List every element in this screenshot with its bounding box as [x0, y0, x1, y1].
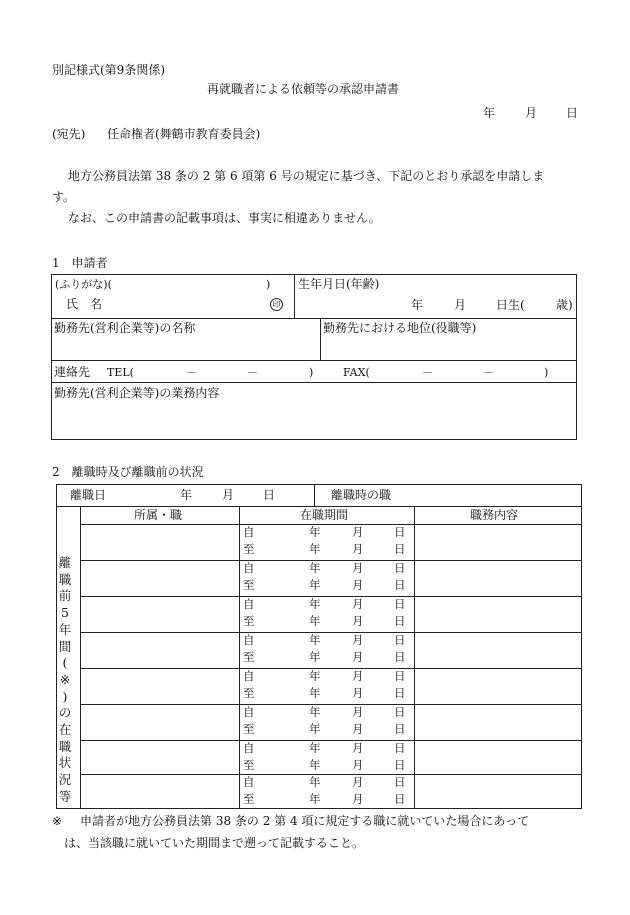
period-year-label: 年 [309, 741, 321, 755]
contact-label: 連絡先 [54, 365, 91, 379]
period-day-label: 日 [394, 614, 406, 628]
period-to-label: 至 [243, 614, 255, 628]
tel-dash-2: － [247, 366, 258, 379]
vertical-label-char: 職 [58, 571, 72, 587]
name-label: 氏 名 [66, 297, 103, 311]
period-to-label: 至 [243, 542, 255, 556]
period-day-label: 日 [394, 705, 406, 719]
period-year-label: 年 [309, 561, 321, 575]
period-from-label: 自 [243, 669, 255, 683]
vertical-label-char: 職 [58, 738, 72, 754]
period-month-label: 月 [352, 669, 364, 683]
period-year-label: 年 [309, 597, 321, 611]
vertical-label-char: 5 [61, 605, 69, 621]
applicant-row-line-1 [51, 318, 577, 319]
applicant-divider-2 [320, 318, 321, 360]
history-row-line-4 [80, 668, 582, 669]
retire-day-label: 日 [263, 488, 276, 502]
column-header-period: 在職期間 [300, 508, 349, 522]
section1-heading: 1 申請者 [52, 256, 108, 270]
period-day-label: 日 [394, 650, 406, 664]
period-year-label: 年 [309, 758, 321, 772]
period-month-label: 月 [352, 705, 364, 719]
period-from-label: 自 [243, 633, 255, 647]
period-year-label: 年 [309, 614, 321, 628]
history-row-line-1 [80, 560, 582, 561]
retire-year-label: 年 [180, 488, 193, 502]
period-year-label: 年 [309, 705, 321, 719]
period-from-label: 自 [243, 525, 255, 539]
period-year-label: 年 [309, 542, 321, 556]
period-month-label: 月 [352, 633, 364, 647]
note-line2: は、当該職に就いていた期間まで遡って記載すること。 [64, 836, 365, 850]
period-day-label: 日 [394, 578, 406, 592]
period-day-label: 日 [394, 741, 406, 755]
period-month-label: 月 [352, 525, 364, 539]
vertical-label-char: 況 [58, 772, 72, 788]
applicant-row-line-3 [51, 382, 577, 383]
column-header-duties: 職務内容 [470, 508, 519, 522]
vertical-label-char: 等 [58, 788, 72, 804]
fax-dash-2: － [483, 366, 494, 379]
period-year-label: 年 [309, 669, 321, 683]
period-day-label: 日 [394, 792, 406, 806]
period-month-label: 月 [352, 597, 364, 611]
period-month-label: 月 [352, 686, 364, 700]
period-month-label: 月 [352, 741, 364, 755]
period-from-label: 自 [243, 775, 255, 789]
vertical-label-char: 離 [58, 555, 72, 570]
period-year-label: 年 [309, 578, 321, 592]
period-from-label: 自 [243, 741, 255, 755]
page-title: 再就職者による依頼等の承認申請書 [207, 82, 400, 96]
period-to-label: 至 [243, 722, 255, 736]
period-day-label: 日 [394, 561, 406, 575]
applicant-row-line-2 [51, 360, 577, 361]
intro-text-line1: 地方公務員法第 38 条の 2 第 6 項第 6 号の規定に基づき、下記のとおり承認を申請しま [68, 169, 545, 183]
period-column-divider [414, 506, 415, 809]
furigana-label: (ふりがな)( [55, 278, 112, 291]
retire-row-divider [314, 484, 315, 506]
period-year-label: 年 [309, 722, 321, 736]
period-day-label: 日 [394, 758, 406, 772]
period-day-label: 日 [394, 525, 406, 539]
birth-age-label: 歳) [556, 298, 573, 312]
business-content-label: 勤務先(営利企業等)の業務内容 [54, 386, 220, 400]
history-row-line-3 [80, 632, 582, 633]
period-year-label: 年 [309, 686, 321, 700]
period-month-label: 月 [352, 775, 364, 789]
vertical-label-char: 在 [58, 722, 72, 738]
furigana-close: ) [266, 278, 271, 291]
date-day-label: 日 [566, 106, 579, 120]
date-month-label: 月 [525, 106, 538, 120]
period-month-label: 月 [352, 542, 364, 556]
fax-dash-1: － [422, 366, 433, 379]
period-day-label: 日 [394, 686, 406, 700]
period-to-label: 至 [243, 686, 255, 700]
period-to-label: 至 [243, 758, 255, 772]
history-row-line-2 [80, 596, 582, 597]
period-day-label: 日 [394, 542, 406, 556]
tel-label: TEL( [107, 366, 134, 379]
period-year-label: 年 [309, 525, 321, 539]
period-to-label: 至 [243, 578, 255, 592]
seal-mark [270, 297, 283, 311]
history-row-line-7 [80, 774, 582, 775]
addressee-label: (宛先) [52, 127, 86, 141]
fax-close: ) [544, 366, 549, 379]
seal-icon: 印 [270, 298, 283, 311]
addressee: 任命権者(舞鶴市教育委員会) [107, 127, 261, 141]
vertical-label-char: ※ [59, 671, 71, 687]
period-day-label: 日 [394, 722, 406, 736]
applicant-divider-1 [294, 274, 295, 318]
period-day-label: 日 [394, 669, 406, 683]
period-from-label: 自 [243, 705, 255, 719]
vertical-label-divider [80, 506, 81, 809]
tel-dash-1: － [186, 366, 197, 379]
dept-column-divider [239, 506, 240, 809]
period-month-label: 月 [352, 758, 364, 772]
period-year-label: 年 [309, 792, 321, 806]
period-month-label: 月 [352, 722, 364, 736]
history-row-line-6 [80, 740, 582, 741]
period-year-label: 年 [309, 775, 321, 789]
retire-post-label: 離職時の職 [331, 488, 392, 502]
intro-text-line1-cont: す。 [52, 190, 76, 204]
vertical-label-char: ) [62, 688, 68, 704]
intro-text-line2: なお、この申請書の記載事項は、事実に相違ありません。 [68, 211, 381, 225]
birth-month-label: 月 [454, 298, 467, 312]
period-month-label: 月 [352, 561, 364, 575]
vertical-label-char: 前 [58, 588, 72, 604]
period-to-label: 至 [243, 650, 255, 664]
period-month-label: 月 [352, 650, 364, 664]
period-from-label: 自 [243, 561, 255, 575]
period-year-label: 年 [309, 650, 321, 664]
employer-position-label: 勤務先における地位(役職等) [323, 321, 477, 335]
period-to-label: 至 [243, 792, 255, 806]
history-row-line-5 [80, 704, 582, 705]
form-reference: 別記様式(第9条関係) [52, 63, 165, 77]
note-line1: 申請者が地方公務員法第 38 条の 2 第 4 項に規定する職に就いていた場合にあって [80, 814, 530, 828]
vertical-label-char: 状 [58, 755, 72, 771]
employer-name-label: 勤務先(営利企業等)の名称 [54, 321, 196, 335]
pre-retirement-vertical-label [52, 555, 78, 806]
retire-date-label: 離職日 [70, 488, 107, 502]
period-month-label: 月 [352, 614, 364, 628]
column-header-dept: 所属・職 [134, 508, 183, 522]
period-month-label: 月 [352, 578, 364, 592]
vertical-label-char: 間 [58, 638, 72, 654]
period-day-label: 日 [394, 597, 406, 611]
period-from-label: 自 [243, 597, 255, 611]
history-header-line [80, 524, 582, 525]
period-day-label: 日 [394, 775, 406, 789]
fax-label: FAX( [343, 366, 370, 379]
retire-row-line [56, 506, 582, 507]
period-day-label: 日 [394, 633, 406, 647]
date-year-label: 年 [483, 106, 496, 120]
period-month-label: 月 [352, 792, 364, 806]
birth-date-label: 生年月日(年齢) [298, 277, 380, 291]
birth-year-label: 年 [411, 298, 424, 312]
period-year-label: 年 [309, 633, 321, 647]
birth-day-label: 日生( [496, 298, 525, 312]
vertical-label-char: 年 [58, 621, 72, 637]
section2-heading: 2 離職時及び離職前の状況 [52, 465, 204, 479]
retire-month-label: 月 [222, 488, 235, 502]
note-mark: ※ [52, 814, 63, 828]
vertical-label-char: の [58, 705, 72, 721]
tel-close: ) [309, 366, 314, 379]
vertical-label-char: ( [62, 655, 68, 671]
